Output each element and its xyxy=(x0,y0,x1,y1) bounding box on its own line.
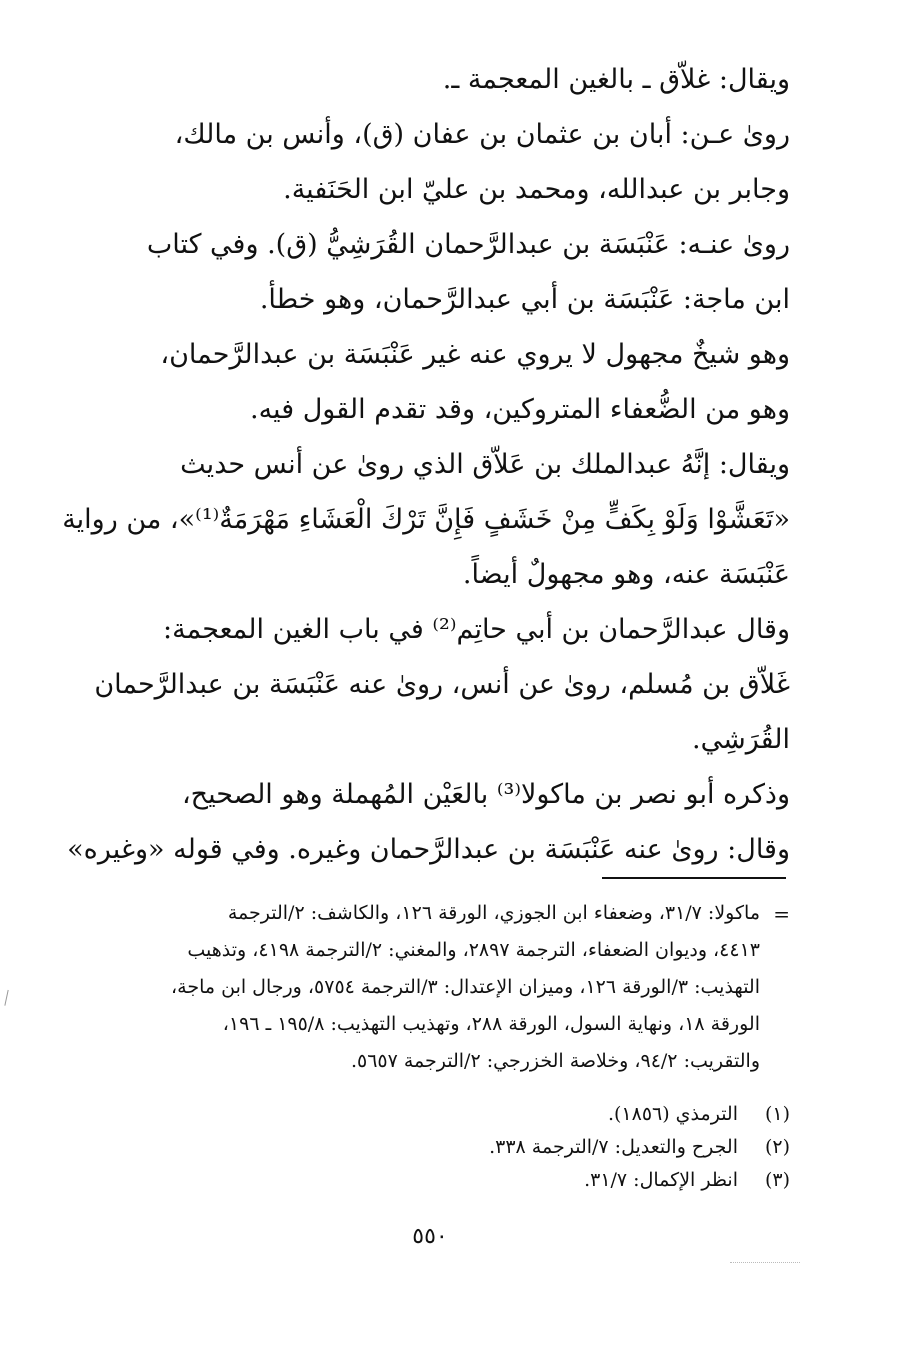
text-line: ويقال: غلاّق ـ بالغين المعجمة ـ. xyxy=(442,64,790,95)
footnote-2 xyxy=(80,1131,790,1164)
text-line: وهو شيخٌ مجهول لا يروي عنه غير عَنْبَسَة بن عبدالرَّحمان، xyxy=(160,339,790,370)
text-line: ابن ماجة: عَنْبَسَة بن أبي عبدالرَّحمان، وهو خطأ. xyxy=(259,284,790,315)
footnote-number: (٣) xyxy=(764,1169,790,1191)
footnote-line: الورقة ١٨، ونهاية السول، الورقة ٢٨٨، وتهذيب التهذيب: ١٩٥/٨ ـ ١٩٦، xyxy=(222,1013,760,1035)
scan-artifact xyxy=(730,1262,800,1264)
text-line: «تَعَشَّوْا وَلَوْ بِكَفٍّ مِنْ خَشَفٍ فَإِنَّ تَرْكَ الْعَشَاءِ مَهْرَمَةٌ⁽¹⁾»، من رواية xyxy=(62,504,790,535)
text-line: روىٰ عـن: أبان بن عثمان بن عفان (ق)، وأنس بن مالك، xyxy=(174,119,790,150)
footnote-line: ٤٤١٣، وديوان الضعفاء، الترجمة ٢٨٩٧، والمغني: ٢/الترجمة ٤١٩٨، وتذهيب xyxy=(187,939,760,961)
footnote-line: التهذيب: ٣/الورقة ١٢٦، وميزان الإعتدال: ٣/الترجمة ٥٧٥٤، ورجال ابن ماجة، xyxy=(171,976,760,998)
footnote-text: انظر الإكمال: ٣١/٧. xyxy=(584,1169,738,1191)
footnotes xyxy=(80,1098,790,1197)
text-line: القُرَشِي. xyxy=(692,724,790,755)
text-line: ويقال: إنَّهُ عبدالملك بن عَلاّق الذي روىٰ عن أنس حديث xyxy=(180,449,790,480)
text-line: روىٰ عنـه: عَنْبَسَة بن عبدالرَّحمان القُرَشِيُّ (ق). وفي كتاب xyxy=(146,229,790,260)
footnote-text: الترمذي (١٨٥٦). xyxy=(607,1103,738,1125)
text-line: عَنْبَسَة عنه، وهو مجهولٌ أيضاً. xyxy=(462,559,790,590)
text-line: وجابر بن عبدالله، ومحمد بن عليّ ابن الحَنَفية. xyxy=(283,174,790,205)
text-line: وقال: روىٰ عنه عَنْبَسَة بن عبدالرَّحمان وغيره. وفي قوله «وغيره» xyxy=(67,834,790,865)
footnote-number: (١) xyxy=(764,1103,790,1125)
footnote-line: والتقريب: ٩٤/٢، وخلاصة الخزرجي: ٢/الترجمة ٥٦٥٧. xyxy=(350,1050,760,1072)
footnote-continuation xyxy=(80,895,790,1080)
footnote-3 xyxy=(80,1164,790,1197)
page-number: ٥٥٠ xyxy=(412,1224,448,1249)
text-line: وهو من الضُّعفاء المتروكين، وقد تقدم القول فيه. xyxy=(250,394,790,425)
text-line: غَلاّق بن مُسلم، روىٰ عن أنس، روىٰ عنه عَنْبَسَة بن عبدالرَّحمان xyxy=(94,669,790,700)
footnote-number: (٢) xyxy=(764,1136,790,1158)
main-text xyxy=(62,52,790,877)
footnote-text: الجرح والتعديل: ٧/الترجمة ٣٣٨. xyxy=(489,1136,738,1158)
footnote-line: ماكولا: ٣١/٧، وضعفاء ابن الجوزي، الورقة ١٢٦، والكاشف: ٢/الترجمة xyxy=(227,902,760,924)
footnote-separator xyxy=(602,877,786,879)
scan-mark xyxy=(4,990,10,1006)
continuation-marker: = xyxy=(773,902,790,926)
footnote-1 xyxy=(80,1098,790,1131)
text-line: وذكره أبو نصر بن ماكولا⁽³⁾ بالعَيْن المُهملة وهو الصحيح، xyxy=(181,779,790,810)
text-line: وقال عبدالرَّحمان بن أبي حاتِم⁽²⁾ في باب الغين المعجمة: xyxy=(163,614,790,645)
continued-footnote xyxy=(80,895,790,1080)
